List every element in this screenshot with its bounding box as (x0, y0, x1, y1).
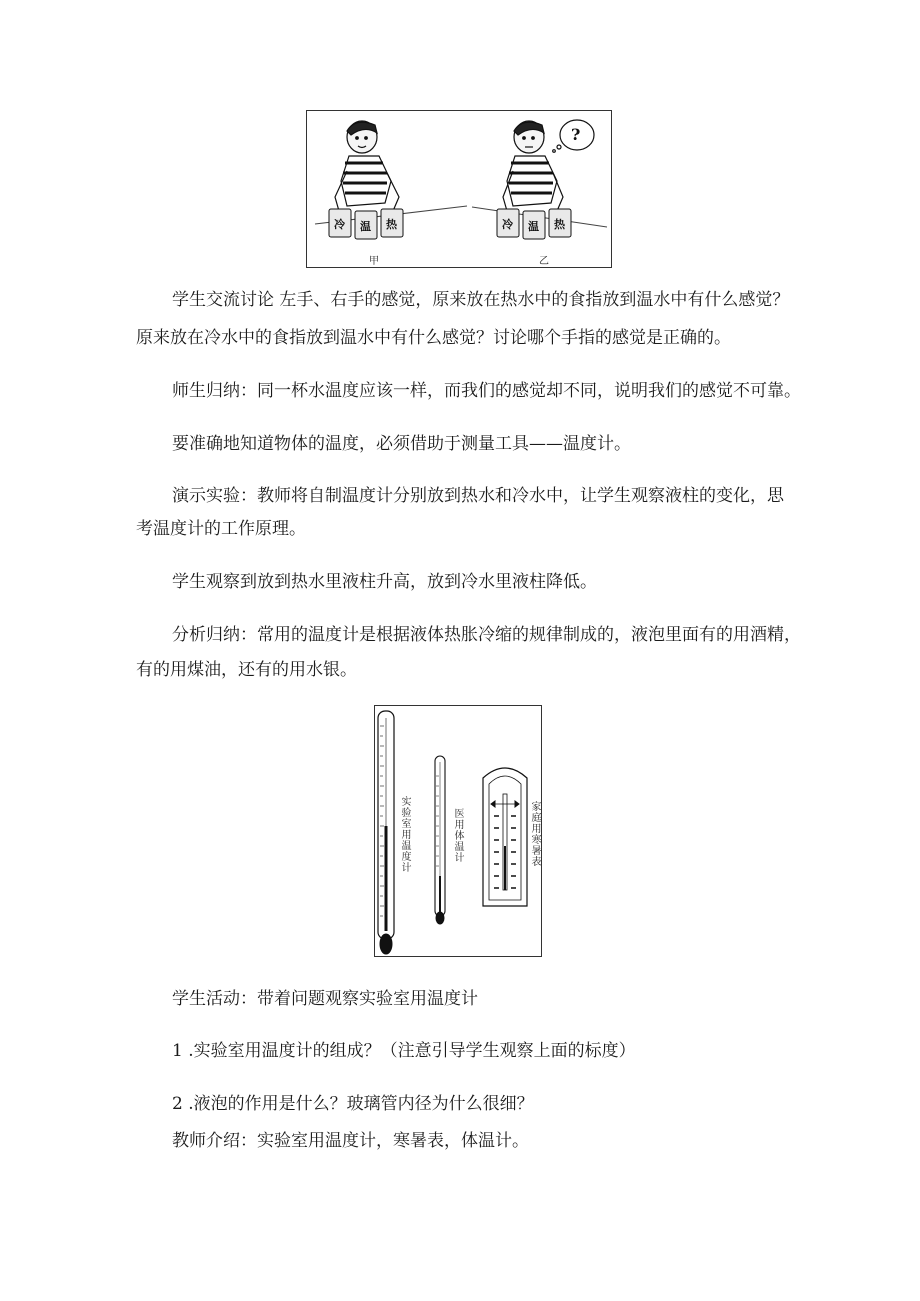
label-lab-thermometer: 实验室用温度计 (399, 796, 410, 873)
jar-label-warm-b: 温 (528, 220, 539, 233)
figure-thermometers (374, 705, 542, 957)
question-2: 2 .液泡的作用是什么？玻璃管内径为什么很细？ (172, 1094, 534, 1114)
caption-yi: 乙 (539, 256, 549, 267)
paragraph-student-activity: 学生活动：带着问题观察实验室用温度计 (172, 989, 478, 1009)
paragraph-summary: 师生归纳：同一杯水温度应该一样，而我们的感觉却不同，说明我们的感觉不可靠。 (172, 381, 801, 401)
paragraph-measuring-tool: 要准确地知道物体的温度，必须借助于测量工具——温度计。 (172, 434, 631, 454)
hand-experiment-illustration (307, 111, 611, 267)
paragraph-demo-line1: 演示实验：教师将自制温度计分别放到热水和冷水中，让学生观察液柱的变化，思 (172, 486, 784, 506)
label-home-thermometer: 家庭用寒暑表 (529, 801, 540, 867)
clinical-thermometer (435, 756, 445, 924)
question-1: 1 .实验室用温度计的组成？（注意引导学生观察上面的标度） (172, 1041, 636, 1061)
figure-hand-experiment (306, 110, 612, 268)
jar-label-hot-b: 热 (554, 218, 565, 231)
jar-label-warm-a: 温 (360, 220, 371, 233)
caption-jia: 甲 (369, 256, 379, 267)
question-mark: ? (571, 125, 581, 144)
jar-label-cold-a: 冷 (334, 218, 345, 231)
jar-label-cold-b: 冷 (502, 218, 513, 231)
lab-thermometer (378, 711, 394, 954)
boy-a (335, 121, 399, 211)
paragraph-discussion-line2: 原来放在冷水中的食指放到温水中有什么感觉？讨论哪个手指的感觉是正确的。 (136, 328, 731, 348)
label-clinical-thermometer: 医用体温计 (452, 808, 463, 863)
paragraph-discussion-line1: 学生交流讨论 左手、右手的感觉，原来放在热水中的食指放到温水中有什么感觉？ (172, 290, 790, 310)
jar-label-hot-a: 热 (386, 218, 397, 231)
paragraph-analysis-line1: 分析归纳：常用的温度计是根据液体热胀冷缩的规律制成的，液泡里面有的用酒精， (172, 625, 801, 645)
paragraph-observation: 学生观察到放到热水里液柱升高，放到冷水里液柱降低。 (172, 572, 597, 592)
paragraph-demo-line2: 考温度计的工作原理。 (136, 519, 306, 539)
paragraph-teacher-intro: 教师介绍：实验室用温度计，寒暑表，体温计。 (172, 1131, 529, 1151)
home-thermometer (483, 768, 527, 906)
paragraph-analysis-line2: 有的用煤油，还有的用水银。 (136, 660, 357, 680)
